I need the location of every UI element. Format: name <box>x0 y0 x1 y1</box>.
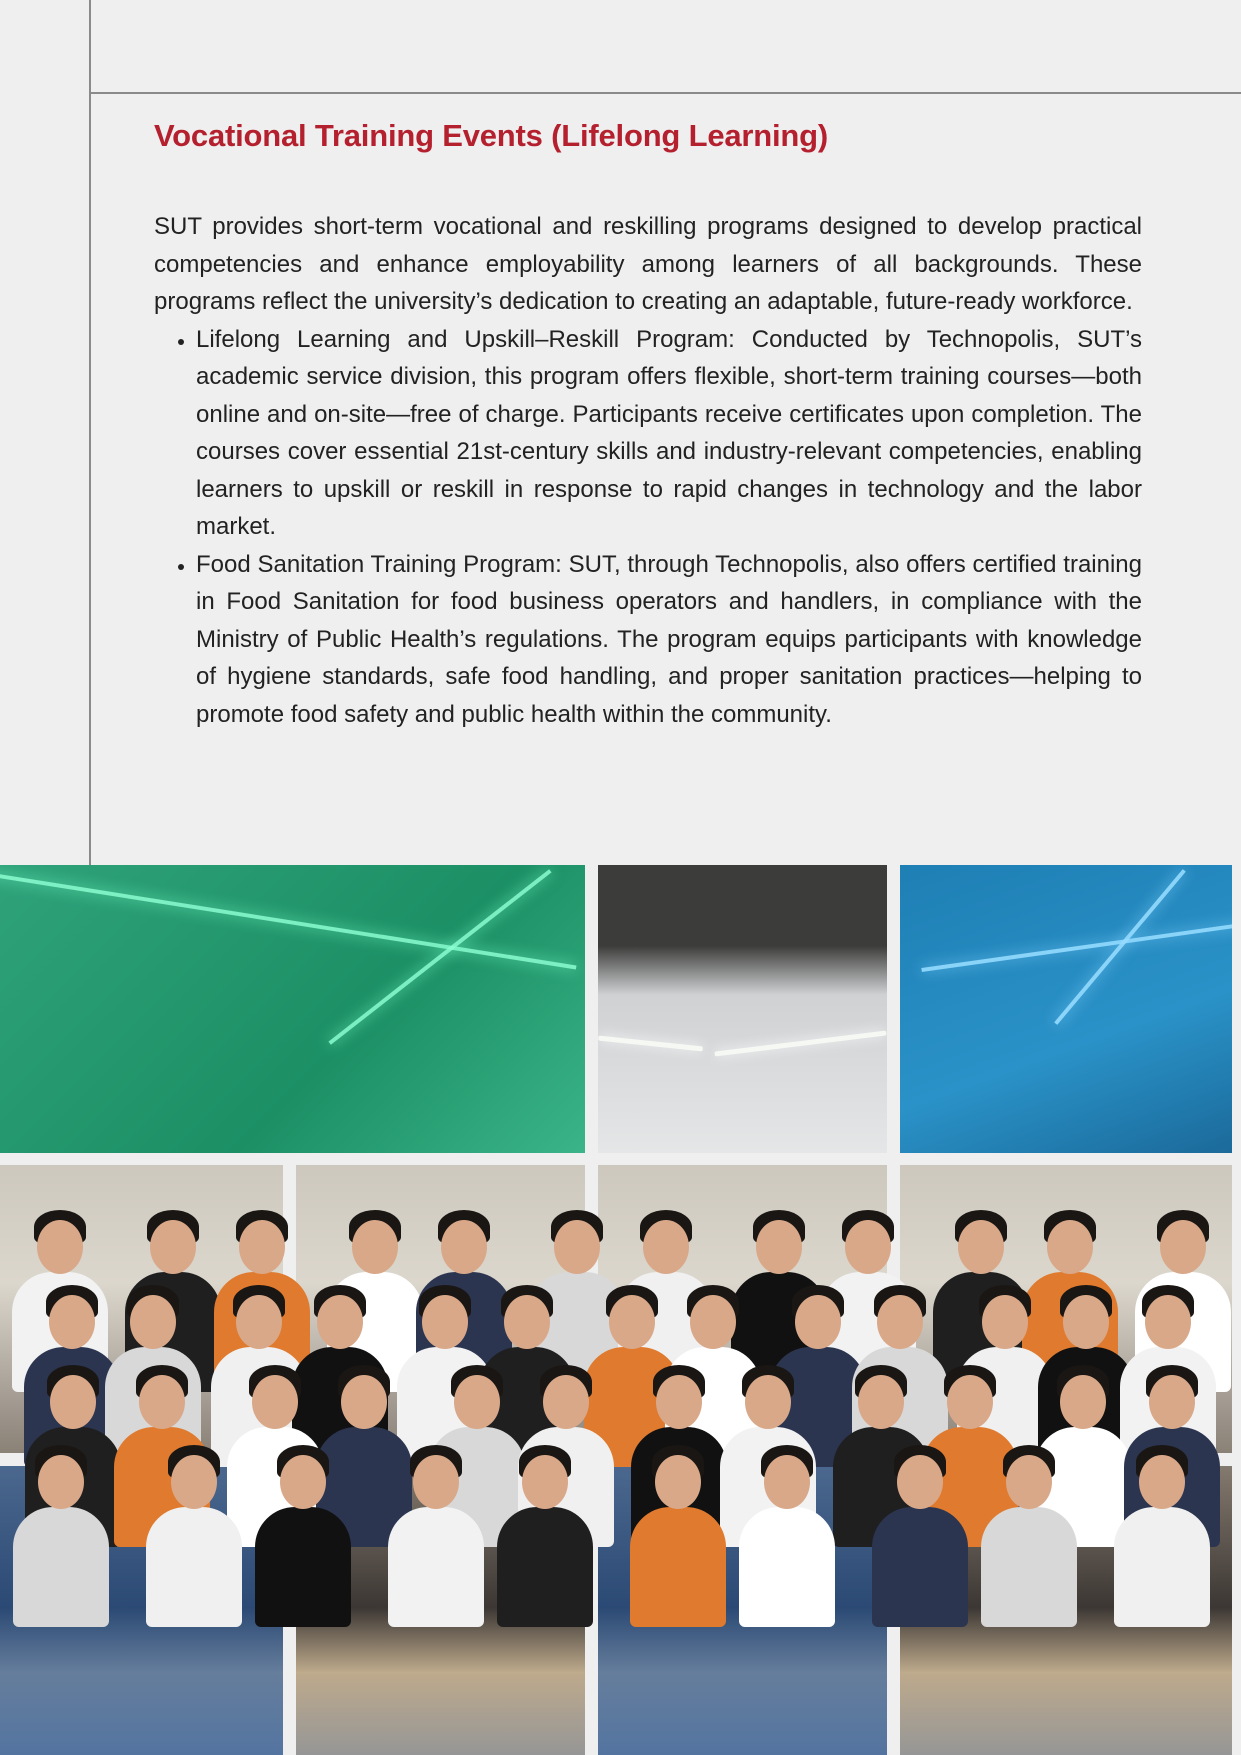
person-figure <box>146 1445 242 1625</box>
program-list <box>154 321 1142 734</box>
person-figure <box>739 1445 835 1625</box>
person-figure <box>388 1445 484 1625</box>
person-figure <box>255 1445 351 1625</box>
group-photo-collage <box>0 865 1241 1755</box>
section-title: Vocational Training Events (Lifelong Learning) <box>154 118 829 153</box>
list-item: • Food Sanitation Training Program: SUT, through Technopolis, also offers certified training in Food Sanitation for food business operators and handlers, in compliance with the Ministry of Public Health’s regulations. The program equips participants with knowledge of hygiene standards, safe food handling, and proper sanitation practices—helping to promote food safety and public health within the community. <box>196 546 1142 734</box>
header-rule <box>89 92 1241 94</box>
person-figure <box>872 1445 968 1625</box>
section-content <box>154 118 1142 733</box>
left-margin-rule <box>89 0 91 870</box>
list-item: • Lifelong Learning and Upskill–Reskill Program: Conducted by Technopolis, SUT’s academic service division, this program offers flexible, short-term training courses—both online and on-site—free of charge. Participants receive certificates upon completion. The courses cover essential 21st-century skills and industry-relevant competencies, enabling learners to upskill or reskill in response to rapid changes in technology and the labor market. <box>196 321 1142 546</box>
person-figure <box>13 1445 109 1625</box>
person-figure <box>630 1445 726 1625</box>
person-figure <box>497 1445 593 1625</box>
group-people <box>0 865 1241 1755</box>
person-figure <box>1114 1445 1210 1625</box>
person-figure <box>981 1445 1077 1625</box>
intro-paragraph: SUT provides short-term vocational and reskilling programs designed to develop practical competencies and enhance employability among learners of all backgrounds. These programs reflect the university’s dedication to creating an adaptable, future-ready workforce. <box>154 213 1142 315</box>
